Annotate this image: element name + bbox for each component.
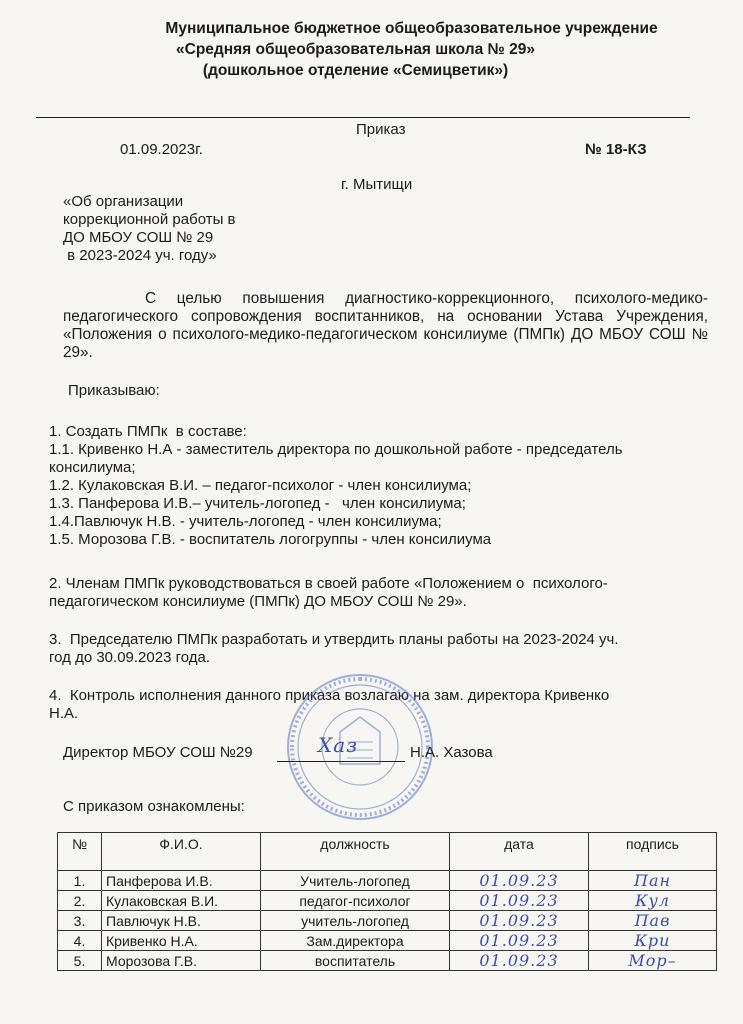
org-name-line3: (дошкольное отделение «Семицветик») [202,62,509,79]
row-name: Кривенко Н.А. [102,931,261,951]
row-name: Морозова Г.В. [102,951,261,971]
order-word: Приказываю: [68,382,160,399]
item-3-cont: год до 30.09.2023 года. [49,649,210,666]
row-position: Зам.директора [261,931,450,951]
item-2-cont: педагогическом консилиуме (ПМПк) ДО МБОУ СОШ № 29». [49,593,467,610]
row-position: учитель-логопед [261,911,450,931]
row-date: 01.09.23 [450,871,589,891]
col-name: Ф.И.О. [102,833,261,871]
row-number: 4. [58,931,102,951]
row-name: Панферова И.В. [102,871,261,891]
subject-line: коррекционной работы в [63,211,236,228]
col-number: № [58,833,102,871]
row-date: 01.09.23 [450,931,589,951]
acknowledgement-table [57,832,717,971]
row-position: педагог-психолог [261,891,450,911]
col-position: должность [261,833,450,871]
subject-line: «Об организации [63,193,184,210]
table-row [58,931,717,951]
row-date: 01.09.23 [450,951,589,971]
subject-line: ДО МБОУ СОШ № 29 [63,229,214,246]
table-row [58,911,717,931]
row-position: Учитель-логопед [261,871,450,891]
director-name: Н.А. Хазова [410,744,493,761]
row-name: Кулаковская В.И. [102,891,261,911]
item-1-1: 1.1. Кривенко Н.А - заместитель директора по дошкольной работе - председатель [49,441,623,458]
signature-line [277,761,405,762]
row-name: Павлючук Н.В. [102,911,261,931]
item-1-5: 1.5. Морозова Г.В. - воспитатель логогруппы - член консилиума [49,531,492,548]
subject-line: в 2023-2024 уч. году» [63,247,217,264]
table-row [58,871,717,891]
table-row [58,891,717,911]
row-date: 01.09.23 [450,891,589,911]
row-date: 01.09.23 [450,911,589,931]
row-number: 2. [58,891,102,911]
row-signature: Пан [589,871,717,891]
order-number: № 18-КЗ [585,141,647,158]
director-signature: Хаз [318,733,359,757]
director-label: Директор МБОУ СОШ №29 [63,744,253,761]
row-signature: Мор– [589,951,717,971]
table-row [58,951,717,971]
row-number: 3. [58,911,102,931]
row-signature: Кри [589,931,717,951]
item-1-2: 1.2. Кулаковская В.И. – педагог-психолог - член консилиума; [49,477,472,494]
row-signature: Кул [589,891,717,911]
item-1-3: 1.3. Панферова И.В.– учитель-логопед - член консилиума; [49,495,466,512]
city: г. Мытищи [341,176,413,193]
row-number: 1. [58,871,102,891]
org-name-line1: Муниципальное бюджетное общеобразовательное учреждение [165,20,658,37]
item-1: 1. Создать ПМПк в составе: [49,423,247,440]
order-date: 01.09.2023г. [120,141,203,158]
item-1-4: 1.4.Павлючук Н.В. - учитель-логопед - член консилиума; [49,513,442,530]
item-1-1-cont: консилиума; [49,459,136,476]
item-3: 3. Председателю ПМПк разработать и утвердить планы работы на 2023-2024 уч. [49,631,619,648]
col-signature: подпись [589,833,717,871]
row-signature: Пав [589,911,717,931]
row-position: воспитатель [261,951,450,971]
org-name-line2: «Средняя общеобразовательная школа № 29» [176,41,535,58]
table-header-row [58,833,717,871]
header-divider [36,117,690,118]
item-2: 2. Членам ПМПк руководствоваться в своей работе «Положением о психолого- [49,575,608,592]
item-4: 4. Контроль исполнения данного приказа возлагаю на зам. директора Кривенко [49,687,610,704]
acknowledgement-label: С приказом ознакомлены: [63,798,245,815]
row-number: 5. [58,951,102,971]
doc-type: Приказ [356,121,406,138]
col-date: дата [450,833,589,871]
preamble: С целью повышения диагностико-коррекционного, психолого-медико-педагогического сопровождения воспитанников, на основании Устава Учреждения, «Положения о психолого-медико-педагогическом консилиуме (ПМПк) ДО МБОУ СОШ № 29». [63,290,708,361]
item-4-cont: Н.А. [49,705,79,722]
